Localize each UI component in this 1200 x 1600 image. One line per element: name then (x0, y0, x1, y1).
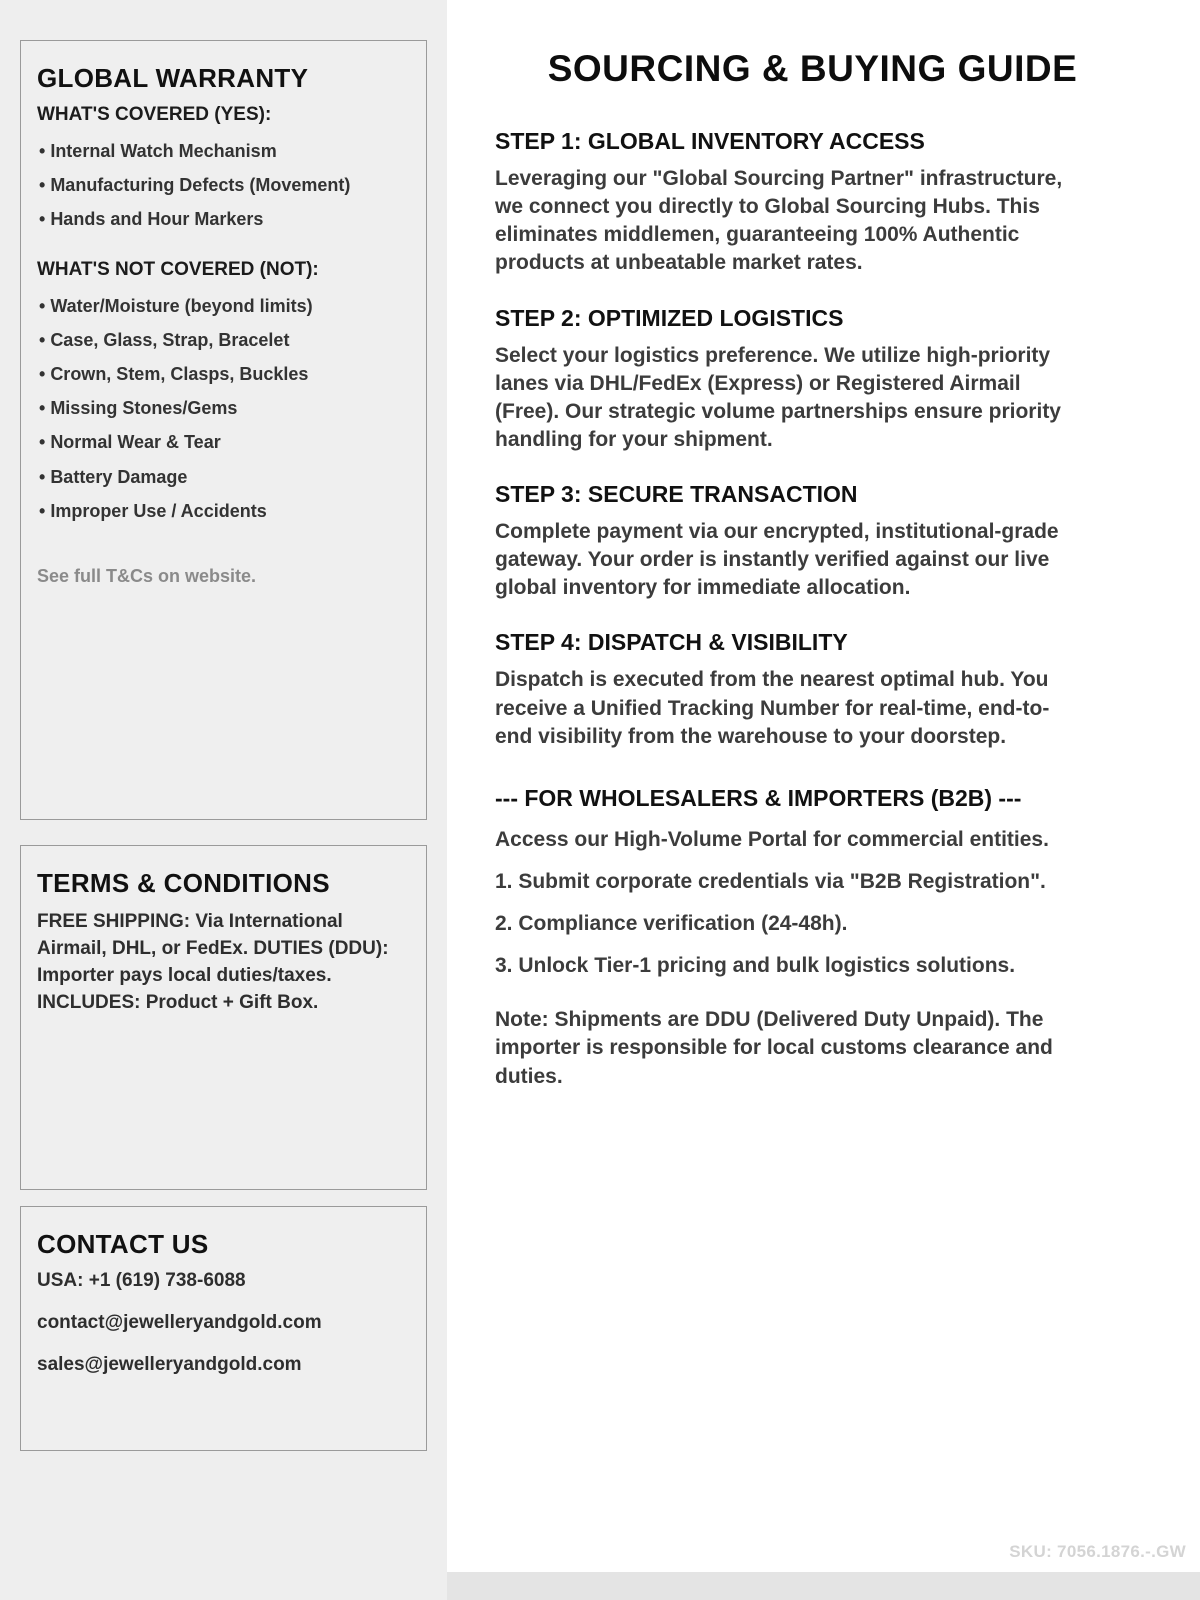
b2b-item-2: 2. Compliance verification (24-48h). (495, 912, 848, 935)
step-4-heading: STEP 4: DISPATCH & VISIBILITY (495, 629, 848, 656)
warranty-not-covered-list (37, 289, 410, 528)
warranty-title: GLOBAL WARRANTY (37, 63, 309, 93)
list-item: • Crown, Stem, Clasps, Buckles (37, 357, 410, 391)
warranty-footnote: See full T&Cs on website. (37, 565, 257, 586)
warranty-covered-heading: WHAT'S COVERED (YES): (37, 104, 272, 125)
list-item: • Hands and Hour Markers (37, 202, 410, 236)
contact-title: CONTACT US (37, 1229, 209, 1259)
list-item: • Manufacturing Defects (Movement) (37, 168, 410, 202)
page-title: SOURCING & BUYING GUIDE (547, 48, 1078, 89)
terms-body: FREE SHIPPING: Via International Airmail, DHL, or FedEx. DUTIES (DDU): Importer pays local duties/taxes. INCLUDES: Product + Gift Box. (37, 911, 389, 1013)
warranty-not-covered-heading: WHAT'S NOT COVERED (NOT): (37, 258, 319, 280)
list-item: • Improper Use / Accidents (37, 494, 410, 528)
step-2-heading: STEP 2: OPTIMIZED LOGISTICS (495, 304, 844, 331)
step-3-body: Complete payment via our encrypted, institutional-grade gateway. Your order is instantly verified against our live global inventory for immediate allocation. (495, 520, 1059, 600)
contact-panel (20, 1206, 427, 1451)
step-1-section (495, 128, 1130, 278)
contact-phone: USA: +1 (619) 738-6088 (37, 1270, 246, 1291)
step-4-body: Dispatch is executed from the nearest optimal hub. You receive a Unified Tracking Number for real-time, end-to-end visibility from the warehouse to your doorstep. (495, 668, 1050, 748)
b2b-note: Note: Shipments are DDU (Delivered Duty Unpaid). The importer is responsible for local customs clearance and duties. (495, 1008, 1053, 1088)
step-3-section (495, 481, 1130, 602)
step-2-body: Select your logistics preference. We utilize high-priority lanes via DHL/FedEx (Express) or Registered Airmail (Free). Our strategic volume partnerships ensure priority handling for your shipment. (495, 343, 1061, 451)
step-3-heading: STEP 3: SECURE TRANSACTION (495, 481, 858, 507)
footer-strip (447, 1572, 1200, 1600)
b2b-item-3: 3. Unlock Tier-1 pricing and bulk logistics solutions. (495, 954, 1016, 978)
b2b-item-1: 1. Submit corporate credentials via "B2B Registration". (495, 869, 1046, 893)
sku-label: SKU: 7056.1876.-.GW (1009, 1542, 1186, 1561)
warranty-panel (20, 40, 427, 820)
step-1-body: Leveraging our "Global Sourcing Partner" infrastructure, we connect you directly to Global Sourcing Hubs. This eliminates middlemen, guaranteeing 100% Authentic products at unbeatable market rates. (495, 167, 1063, 275)
list-item: • Normal Wear & Tear (37, 425, 410, 459)
main-content (447, 0, 1200, 1600)
step-2-section (495, 305, 1130, 455)
b2b-section (495, 785, 1130, 1091)
step-4-section (495, 629, 1130, 750)
list-item: • Case, Glass, Strap, Bracelet (37, 323, 410, 357)
terms-title: TERMS & CONDITIONS (37, 868, 330, 898)
contact-email-primary: contact@jewelleryandgold.com (37, 1312, 322, 1333)
warranty-covered-list (37, 134, 410, 237)
list-item: • Water/Moisture (beyond limits) (37, 289, 410, 323)
list-item: • Battery Damage (37, 460, 410, 494)
step-1-heading: STEP 1: GLOBAL INVENTORY ACCESS (495, 128, 925, 154)
sidebar (0, 0, 447, 1600)
contact-email-sales: sales@jewelleryandgold.com (37, 1354, 302, 1375)
b2b-intro: Access our High-Volume Portal for commercial entities. (495, 827, 1049, 851)
b2b-heading: --- FOR WHOLESALERS & IMPORTERS (B2B) --- (495, 784, 1022, 811)
list-item: • Internal Watch Mechanism (37, 134, 410, 168)
terms-panel (20, 845, 427, 1190)
list-item: • Missing Stones/Gems (37, 391, 410, 425)
